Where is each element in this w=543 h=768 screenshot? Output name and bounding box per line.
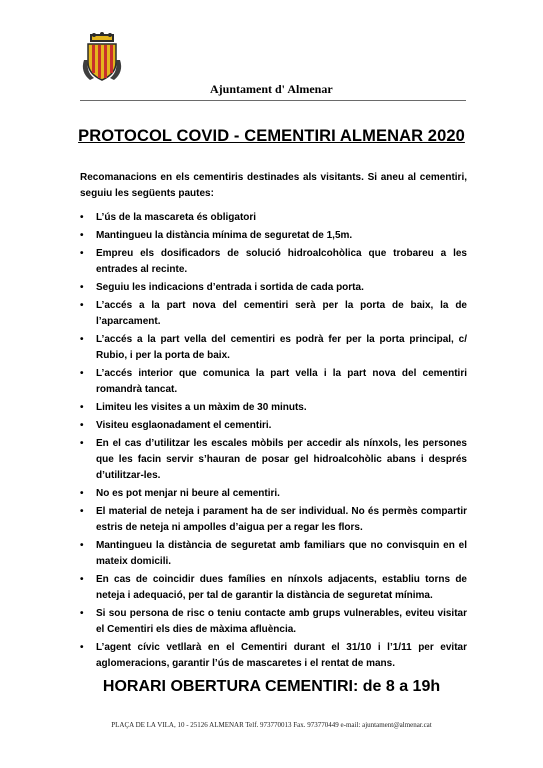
list-item xyxy=(80,418,467,434)
bullet-icon: • xyxy=(80,438,84,449)
bullet-icon: • xyxy=(80,402,84,413)
list-item-text: En el cas d’utilitzar les escales mòbils per accedir als nínxols, les persones que les facin servir s’hauran de posar gel hidroalcohòlic abans i després d’utilitzar-les. xyxy=(96,438,467,481)
bullet-icon: • xyxy=(80,282,84,293)
list-item xyxy=(80,606,467,638)
list-item-text: Empreu els dosificadors de solució hidroalcohòlica que trobareu a les entrades al recinte. xyxy=(96,248,467,275)
list-item-text: L’agent cívic vetllarà en el Cementiri durant el 31/10 i l’1/11 per evitar aglomeracions, garantir l’ús de mascaretes i el rentat de mans. xyxy=(96,642,467,669)
list-item-text: En cas de coincidir dues famílies en nínxols adjacents, establiu torns de neteja i adequació, per tal de garantir la distància de seguretat mínima. xyxy=(96,574,467,601)
list-item xyxy=(80,210,467,226)
bullet-icon: • xyxy=(80,540,84,551)
bullet-icon: • xyxy=(80,212,84,223)
guidelines-list xyxy=(80,210,467,674)
list-item xyxy=(80,572,467,604)
list-item-text: Si sou persona de risc o teniu contacte amb grups vulnerables, eviteu visitar el Cementiri els dies de màxima afluència. xyxy=(96,608,467,635)
list-item xyxy=(80,246,467,278)
list-item xyxy=(80,366,467,398)
list-item-text: Mantingueu la distància de seguretat amb familiars que no convisquin en el mateix domicili. xyxy=(96,540,467,567)
list-item-text: Visiteu esglaonadament el cementiri. xyxy=(96,420,272,431)
list-item xyxy=(80,298,467,330)
page-title: PROTOCOL COVID - CEMENTIRI ALMENAR 2020 xyxy=(78,127,465,145)
list-item xyxy=(80,436,467,484)
list-item xyxy=(80,280,467,296)
list-item xyxy=(80,332,467,364)
bullet-icon: • xyxy=(80,300,84,311)
list-item xyxy=(80,486,467,502)
bullet-icon: • xyxy=(80,574,84,585)
list-item-text: El material de neteja i parament ha de ser individual. No és permès compartir estris de neteja ni ampolles d’aigua per a regar les flors. xyxy=(96,506,467,533)
list-item xyxy=(80,400,467,416)
list-item xyxy=(80,538,467,570)
intro-paragraph: Recomanacions en els cementiris destinades als visitants. Si aneu al cementiri, seguiu les següents pautes: xyxy=(80,172,467,199)
bullet-icon: • xyxy=(80,488,84,499)
list-item-text: L’accés a la part nova del cementiri serà per la porta de baix, la de l’aparcament. xyxy=(96,300,467,327)
opening-hours: HORARI OBERTURA CEMENTIRI: de 8 a 19h xyxy=(102,678,441,695)
list-item-text: Limiteu les visites a un màxim de 30 minuts. xyxy=(96,402,307,413)
bullet-icon: • xyxy=(80,368,84,379)
header-divider xyxy=(80,100,466,101)
list-item-text: L’ús de la mascareta és obligatori xyxy=(96,212,257,223)
list-item-text: L’accés a la part vella del cementiri es podrà fer per la porta principal, c/ Rubio, i per la porta de baix. xyxy=(96,334,467,361)
bullet-icon: • xyxy=(80,642,84,653)
organization-name: Ajuntament d' Almenar xyxy=(210,82,333,96)
bullet-icon: • xyxy=(80,334,84,345)
list-item-text: L’accés interior que comunica la part vella i la part nova del cementiri romandrà tancat. xyxy=(96,368,467,395)
list-item-text: Seguiu les indicacions d’entrada i sortida de cada porta. xyxy=(96,282,364,293)
bullet-icon: • xyxy=(80,608,84,619)
list-item-text: No es pot menjar ni beure al cementiri. xyxy=(96,488,280,499)
bullet-icon: • xyxy=(80,420,84,431)
list-item-text: Mantingueu la distància mínima de seguretat de 1,5m. xyxy=(96,230,353,241)
list-item xyxy=(80,640,467,672)
bullet-icon: • xyxy=(80,230,84,241)
bullet-icon: • xyxy=(80,248,84,259)
bullet-icon: • xyxy=(80,506,84,517)
footer-contact: PLAÇA DE LA VILA, 10 - 25126 ALMENAR Telf. 973770013 Fax. 973770449 e-mail: ajuntament@almenar.cat xyxy=(111,721,432,729)
list-item xyxy=(80,228,467,244)
list-item xyxy=(80,504,467,536)
coat-of-arms-icon xyxy=(80,32,124,84)
